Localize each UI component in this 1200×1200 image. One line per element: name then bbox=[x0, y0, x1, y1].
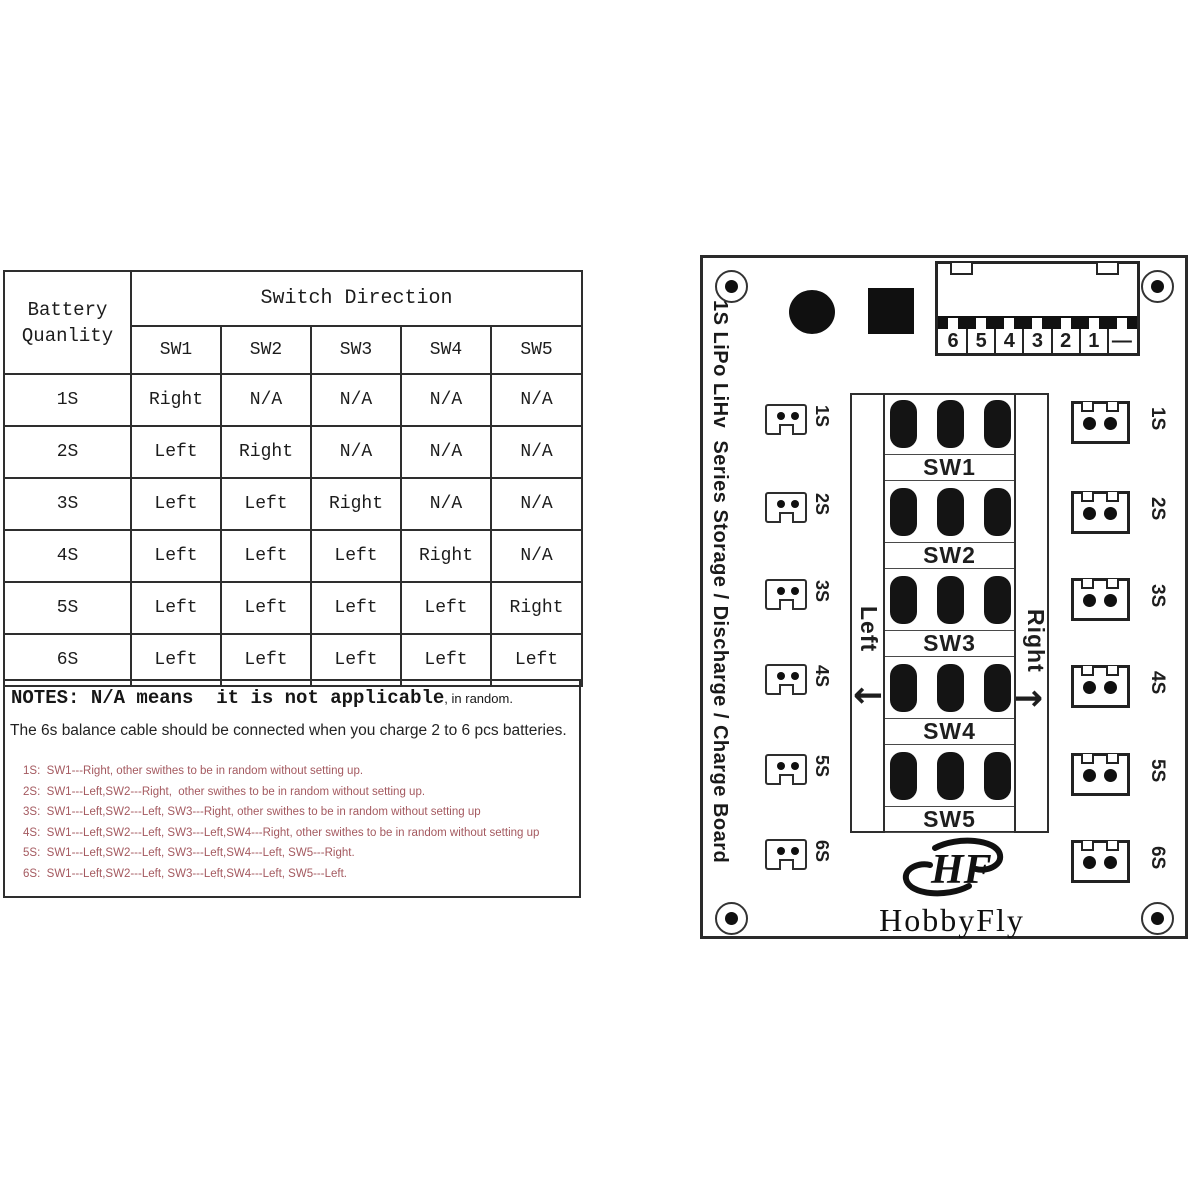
switch-pad bbox=[937, 576, 964, 624]
screw-dot bbox=[725, 280, 738, 293]
pin-dot bbox=[1104, 417, 1117, 430]
left-port-5s bbox=[765, 754, 807, 785]
row-label: 1S bbox=[4, 374, 131, 426]
port-notch bbox=[1081, 754, 1094, 764]
port-notch bbox=[779, 684, 794, 695]
left-arrow-icon: ← bbox=[853, 675, 884, 716]
cell: Left bbox=[131, 478, 221, 530]
notes-balance-cable-line: The 6s balance cable should be connected when you charge 2 to 6 pcs batteries. bbox=[10, 722, 567, 739]
screw-dot bbox=[1151, 280, 1164, 293]
row-label: 6S bbox=[4, 634, 131, 686]
balance-pin-row bbox=[940, 329, 1135, 353]
cell: Left bbox=[401, 634, 491, 686]
switch-label-sw3: SW3 bbox=[885, 630, 1014, 657]
pin-notch bbox=[1089, 318, 1099, 329]
row-label: 5S bbox=[4, 582, 131, 634]
pin-dot bbox=[1104, 681, 1117, 694]
pin-dot bbox=[1083, 856, 1096, 869]
column-header-sw5: SW5 bbox=[491, 326, 582, 374]
pin-label: 1 bbox=[1088, 330, 1100, 352]
pin-dot bbox=[777, 672, 785, 680]
switch-pad bbox=[890, 488, 917, 536]
pin-dot bbox=[777, 762, 785, 770]
cell: Left bbox=[131, 634, 221, 686]
port-notch bbox=[779, 424, 794, 435]
pin-notch bbox=[1004, 318, 1014, 329]
right-port-4s bbox=[1071, 665, 1130, 708]
port-notch bbox=[1106, 754, 1119, 764]
red-note-2s: 2S: SW1---Left,SW2---Right, other swithes to be in random without setting up. bbox=[23, 785, 426, 798]
pin-notch bbox=[1061, 318, 1071, 329]
cell: Left bbox=[311, 582, 401, 634]
cell: N/A bbox=[491, 374, 582, 426]
port-notch bbox=[779, 599, 794, 610]
pin-label: 5 bbox=[975, 330, 987, 352]
cell: N/A bbox=[491, 530, 582, 582]
pin-dot bbox=[1104, 856, 1117, 869]
hf-logo-text: HF bbox=[931, 847, 992, 893]
left-port-label-1s: 1S bbox=[812, 405, 832, 428]
column-header-sw2: SW2 bbox=[221, 326, 311, 374]
switch-direction-table bbox=[3, 270, 583, 687]
right-port-label-5s: 5S bbox=[1147, 759, 1168, 783]
notes-heading-main: NOTES: N/A means it is not applicable bbox=[11, 687, 445, 709]
switch-label-sw5: SW5 bbox=[885, 806, 1014, 833]
right-port-label-6s: 6S bbox=[1147, 846, 1168, 870]
switch-sw5-pads bbox=[885, 752, 1014, 800]
right-port-1s bbox=[1071, 401, 1130, 444]
connector-notch bbox=[1096, 263, 1119, 275]
red-note-6s: 6S: SW1---Left,SW2---Left, SW3---Left,SW4---Left, SW5---Left. bbox=[23, 867, 347, 880]
balance-pin-1 bbox=[1079, 329, 1107, 353]
switch-pad bbox=[984, 664, 1011, 712]
red-notes-list bbox=[23, 761, 571, 884]
pin-dot bbox=[1104, 769, 1117, 782]
pin-dot bbox=[1083, 507, 1096, 520]
left-port-4s bbox=[765, 664, 807, 695]
table-row-1s bbox=[4, 374, 582, 426]
port-notch bbox=[1081, 666, 1094, 676]
row-label: 4S bbox=[4, 530, 131, 582]
table-row-2s bbox=[4, 426, 582, 478]
cell: Left bbox=[131, 582, 221, 634]
pin-dot bbox=[791, 412, 799, 420]
port-notch bbox=[1081, 492, 1094, 502]
switch-pad bbox=[984, 400, 1011, 448]
cell: Left bbox=[491, 634, 582, 686]
switch-pad bbox=[890, 664, 917, 712]
switch-label-sw2: SW2 bbox=[885, 542, 1014, 569]
pin-dot bbox=[1104, 507, 1117, 520]
pin-dot bbox=[791, 847, 799, 855]
switch-pad bbox=[890, 576, 917, 624]
balance-pin-6 bbox=[940, 329, 966, 353]
right-direction-label: Right bbox=[1023, 609, 1049, 673]
right-port-2s bbox=[1071, 491, 1130, 534]
port-notch bbox=[1081, 402, 1094, 412]
switch-pad bbox=[937, 664, 964, 712]
switch-assembly bbox=[850, 393, 1049, 833]
switch-label-sw1: SW1 bbox=[885, 454, 1014, 481]
switch-direction-header: Switch Direction bbox=[131, 271, 582, 326]
pin-dot bbox=[791, 672, 799, 680]
cell: N/A bbox=[311, 374, 401, 426]
charge-board-diagram bbox=[700, 255, 1188, 939]
left-port-label-4s: 4S bbox=[812, 665, 832, 688]
switch-sw4-pads bbox=[885, 664, 1014, 712]
left-port-label-3s: 3S bbox=[812, 580, 832, 603]
left-port-label-5s: 5S bbox=[812, 755, 832, 778]
right-port-6s bbox=[1071, 840, 1130, 883]
cell: Right bbox=[401, 530, 491, 582]
cell: Right bbox=[131, 374, 221, 426]
pin-dot bbox=[791, 500, 799, 508]
cell: Right bbox=[311, 478, 401, 530]
cell: N/A bbox=[491, 426, 582, 478]
column-header-sw1: SW1 bbox=[131, 326, 221, 374]
red-note-3s: 3S: SW1---Left,SW2---Left, SW3---Right, other swithes to be in random without setting up bbox=[23, 806, 481, 818]
cell: Left bbox=[221, 634, 311, 686]
right-port-label-1s: 1S bbox=[1147, 407, 1168, 431]
cell: N/A bbox=[311, 426, 401, 478]
switch-pad bbox=[937, 488, 964, 536]
pin-notch bbox=[1117, 318, 1127, 329]
cell: Right bbox=[221, 426, 311, 478]
pin-notch bbox=[1032, 318, 1042, 329]
port-notch bbox=[779, 859, 794, 870]
right-port-label-4s: 4S bbox=[1147, 671, 1168, 695]
balance-pin-2 bbox=[1051, 329, 1079, 353]
cell: N/A bbox=[401, 426, 491, 478]
notes-heading bbox=[11, 687, 513, 709]
pin-label: 3 bbox=[1031, 330, 1044, 352]
switch-pad bbox=[937, 752, 964, 800]
pin-dot bbox=[1104, 594, 1117, 607]
switch-sw3-pads bbox=[885, 576, 1014, 624]
notes-heading-suffix: , in random. bbox=[444, 691, 513, 706]
balance-pin-4 bbox=[994, 329, 1022, 353]
switch-pad bbox=[937, 400, 964, 448]
left-port-label-2s: 2S bbox=[812, 493, 832, 516]
brand-name: HobbyFly bbox=[879, 902, 1025, 938]
cell: Left bbox=[311, 530, 401, 582]
left-port-3s bbox=[765, 579, 807, 610]
switch-column bbox=[883, 395, 1016, 831]
screw-hole-icon bbox=[1141, 270, 1174, 303]
cell: Right bbox=[491, 582, 582, 634]
right-arrow-icon: → bbox=[1013, 678, 1044, 719]
screw-hole-icon bbox=[715, 270, 748, 303]
pin-notch bbox=[948, 318, 958, 329]
cell: Left bbox=[221, 582, 311, 634]
port-notch bbox=[779, 512, 794, 523]
row-label: 3S bbox=[4, 478, 131, 530]
cell: Left bbox=[221, 530, 311, 582]
left-port-1s bbox=[765, 404, 807, 435]
switch-pad bbox=[984, 488, 1011, 536]
left-port-label-6s: 6S bbox=[812, 840, 832, 863]
balance-pin-5 bbox=[966, 329, 994, 353]
hf-logo-icon bbox=[901, 835, 1005, 899]
balance-connector bbox=[935, 261, 1140, 356]
table-row-5s bbox=[4, 582, 582, 634]
port-notch bbox=[779, 774, 794, 785]
cell: Left bbox=[311, 634, 401, 686]
port-notch bbox=[1106, 579, 1119, 589]
port-notch bbox=[1106, 666, 1119, 676]
pin-label: 2 bbox=[1060, 330, 1072, 352]
round-pad-icon bbox=[789, 290, 835, 334]
left-port-6s bbox=[765, 839, 807, 870]
column-header-sw4: SW4 bbox=[401, 326, 491, 374]
pin-dot bbox=[1083, 594, 1096, 607]
balance-pin-3 bbox=[1022, 329, 1050, 353]
table-row-4s bbox=[4, 530, 582, 582]
pin-dot bbox=[777, 412, 785, 420]
left-port-2s bbox=[765, 492, 807, 523]
pin-dot bbox=[791, 762, 799, 770]
notes-box bbox=[3, 679, 581, 898]
port-notch bbox=[1106, 492, 1119, 502]
port-notch bbox=[1106, 402, 1119, 412]
right-port-5s bbox=[1071, 753, 1130, 796]
screw-dot bbox=[1151, 912, 1164, 925]
pin-dot bbox=[777, 500, 785, 508]
row-label: 2S bbox=[4, 426, 131, 478]
cell: Left bbox=[221, 478, 311, 530]
switch-pad bbox=[890, 400, 917, 448]
table-row-3s bbox=[4, 478, 582, 530]
red-note-5s: 5S: SW1---Left,SW2---Left, SW3---Left,SW4---Left, SW5---Right. bbox=[23, 847, 355, 859]
pin-label: — bbox=[1111, 330, 1132, 352]
right-port-label-2s: 2S bbox=[1147, 497, 1168, 521]
pin-dot bbox=[1083, 681, 1096, 694]
right-port-3s bbox=[1071, 578, 1130, 621]
cell: N/A bbox=[401, 374, 491, 426]
cell: N/A bbox=[221, 374, 311, 426]
pin-dot bbox=[1083, 769, 1096, 782]
cell: Left bbox=[131, 426, 221, 478]
port-notch bbox=[1106, 841, 1119, 851]
cell: Left bbox=[131, 530, 221, 582]
pin-notch bbox=[976, 318, 986, 329]
pin-dot bbox=[777, 847, 785, 855]
switch-pad bbox=[984, 576, 1011, 624]
switch-sw2-pads bbox=[885, 488, 1014, 536]
switch-pad bbox=[890, 752, 917, 800]
pin-dot bbox=[791, 587, 799, 595]
board-side-title: 1S LiPo LiHv Series Storage / Discharge / Charge Board bbox=[709, 300, 731, 864]
pin-dot bbox=[1083, 417, 1096, 430]
left-direction-label: Left bbox=[856, 606, 882, 653]
port-notch bbox=[1081, 579, 1094, 589]
pin-label: 4 bbox=[1003, 330, 1015, 352]
cell: N/A bbox=[491, 478, 582, 530]
battery-quantity-header: Battery Quanlity bbox=[4, 271, 131, 374]
right-port-label-3s: 3S bbox=[1147, 584, 1168, 608]
cell: N/A bbox=[401, 478, 491, 530]
column-header-sw3: SW3 bbox=[311, 326, 401, 374]
red-note-4s: 4S: SW1---Left,SW2---Left, SW3---Left,SW4---Right, other swithes to be in random without setting up bbox=[23, 826, 540, 839]
switch-sw1-pads bbox=[885, 400, 1014, 448]
port-notch bbox=[1081, 841, 1094, 851]
connector-notch bbox=[950, 263, 973, 275]
square-pad-icon bbox=[868, 288, 914, 334]
pin-dot bbox=[777, 587, 785, 595]
switch-label-sw4: SW4 bbox=[885, 718, 1014, 745]
screw-hole-icon bbox=[1141, 902, 1174, 935]
balance-pin-minus bbox=[1107, 329, 1135, 353]
switch-pad bbox=[984, 752, 1011, 800]
red-note-1s: 1S: SW1---Right, other swithes to be in random without setting up. bbox=[23, 765, 364, 777]
cell: Left bbox=[401, 582, 491, 634]
pin-label: 6 bbox=[947, 330, 959, 352]
